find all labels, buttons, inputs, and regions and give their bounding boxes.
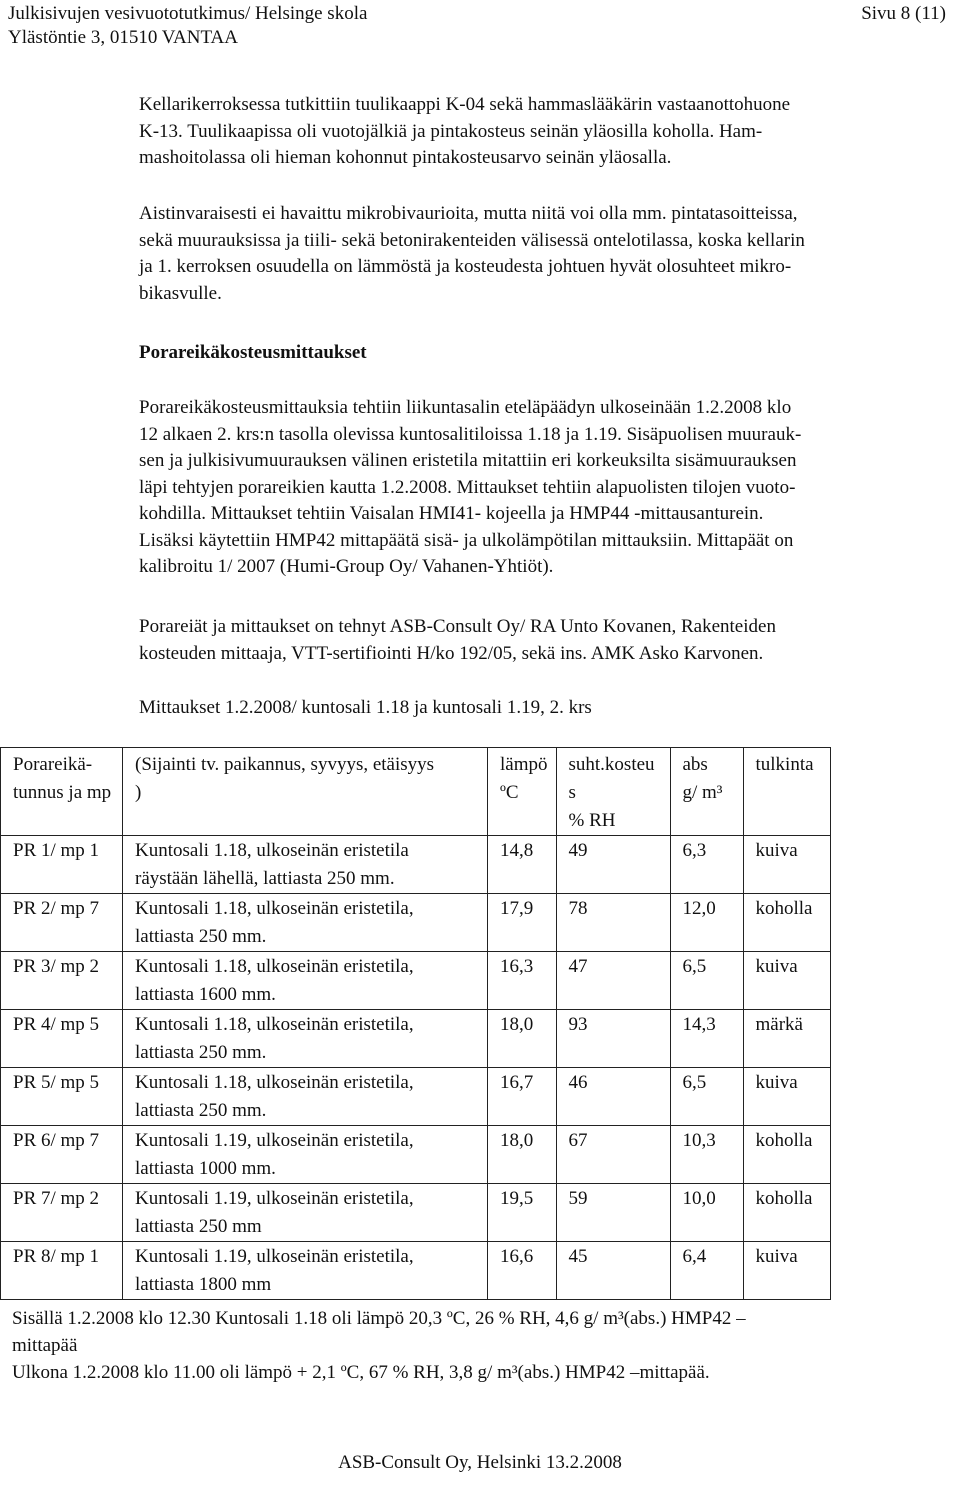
cell-interpretation xyxy=(743,1010,830,1068)
table-row xyxy=(1,1010,831,1068)
cell-text-abs: 12,0 xyxy=(682,898,716,919)
cell-location xyxy=(123,1184,488,1242)
text-line: mashoitolassa oli hieman kohonnut pintakosteusarvo seinän yläosalla. xyxy=(139,147,672,168)
text-line: Lisäksi käytettiin HMP42 mittapäätä sisä- ja ulkolämpötilan mittauksiin. Mittapäät on xyxy=(139,529,794,551)
cell-text-abs: 10,0 xyxy=(682,1188,716,1209)
cell-interpretation xyxy=(743,1126,830,1184)
cell-text-loc1: Kuntosali 1.19, ulkoseinän eristetila, xyxy=(135,1130,414,1151)
cell-interpretation xyxy=(743,1242,830,1300)
table-row xyxy=(1,952,831,1010)
cell-temperature xyxy=(488,1184,557,1242)
cell-text-rh: 49 xyxy=(568,840,588,861)
cell-text-result: kuiva xyxy=(755,956,798,977)
cell-temperature xyxy=(488,836,557,894)
cell-text-temp: 18,0 xyxy=(500,1130,534,1151)
cell-location xyxy=(123,952,488,1010)
cell-text-result: koholla xyxy=(755,1188,813,1209)
cell-interpretation xyxy=(743,1068,830,1126)
cell-text-temp: 16,6 xyxy=(500,1246,534,1267)
cell-text-result: kuiva xyxy=(755,840,798,861)
cell-location xyxy=(123,1242,488,1300)
cell-text-loc1: Kuntosali 1.18, ulkoseinän eristetila, xyxy=(135,1072,414,1093)
cell-location xyxy=(123,1068,488,1126)
cell-text-loc2: lattiasta 250 mm. xyxy=(135,926,267,947)
cell-location xyxy=(123,1126,488,1184)
cell-text-loc2: räystään lähellä, lattiasta 250 mm. xyxy=(135,868,395,889)
report-title: Julkisivujen vesivuototutkimus/ Helsinge skola xyxy=(8,3,368,24)
cell-text-id: PR 1/ mp 1 xyxy=(13,840,100,861)
observation-paragraph xyxy=(139,201,931,307)
text-line: sen ja julkisivumuurauksen välinen eristetila mitattiin eri korkeuksilta sisämuurauksen xyxy=(139,450,797,471)
cell-relative-humidity xyxy=(556,952,670,1010)
cell-id xyxy=(1,952,123,1010)
cell-text-temp: 14,8 xyxy=(500,840,534,861)
cell-text-result: märkä xyxy=(755,1014,803,1035)
table-header-row xyxy=(1,748,831,836)
site-address: Ylästöntie 3, 01510 VANTAA xyxy=(8,27,238,48)
cell-interpretation xyxy=(743,1184,830,1242)
cell-text-loc1: Kuntosali 1.19, ulkoseinän eristetila, xyxy=(135,1188,414,1209)
page-header xyxy=(8,2,367,50)
cell-text-loc2: lattiasta 250 mm xyxy=(135,1216,262,1237)
cell-id xyxy=(1,1126,123,1184)
cell-relative-humidity xyxy=(556,1242,670,1300)
text-line: sekä muurauksissa ja tiili- sekä betonirakenteiden välisessä ontelotilassa, koska kellarin xyxy=(139,229,805,251)
text-line: K-13. Tuulikaapissa oli vuotojälkiä ja pintakosteus seinän yläosilla koholla. Ham- xyxy=(139,120,763,142)
cell-absolute-humidity xyxy=(670,1010,743,1068)
cell-text-temp: 17,9 xyxy=(500,898,534,919)
table-row xyxy=(1,1126,831,1184)
header-location: (Sijainti tv. paikannus, syvyys, etäisyys ) xyxy=(123,748,488,836)
text-line: läpi tehtyjen porareikien kautta 1.2.2008. Mittaukset tehtiin alapuolisten tilojen vuoto- xyxy=(139,476,796,498)
table-row xyxy=(1,1242,831,1300)
page-number: Sivu 8 (11) xyxy=(861,3,946,24)
conditions-notes xyxy=(12,1305,942,1386)
cell-interpretation xyxy=(743,836,830,894)
header-relative-humidity: suht.kosteu s % RH xyxy=(556,748,670,836)
cell-location xyxy=(123,1010,488,1068)
cell-location xyxy=(123,836,488,894)
cell-text-rh: 47 xyxy=(568,956,588,977)
cell-id xyxy=(1,836,123,894)
intro-paragraph xyxy=(139,92,931,172)
cell-temperature xyxy=(488,1126,557,1184)
cell-id xyxy=(1,1184,123,1242)
table-caption: Mittaukset 1.2.2008/ kuntosali 1.18 ja kuntosali 1.19, 2. krs xyxy=(139,697,592,718)
text-line: Kellarikerroksessa tutkittiin tuulikaappi K-04 sekä hammaslääkärin vastaanottohuone xyxy=(139,94,791,115)
cell-text-result: kuiva xyxy=(755,1246,798,1267)
cell-text-abs: 6,4 xyxy=(682,1246,707,1267)
cell-absolute-humidity xyxy=(670,1242,743,1300)
section-heading: Porareikäkosteusmittaukset xyxy=(139,342,367,363)
cell-text-result: koholla xyxy=(755,1130,813,1151)
cell-text-loc2: lattiasta 250 mm. xyxy=(135,1042,267,1063)
text-line: kalibroitu 1/ 2007 (Humi-Group Oy/ Vahanen-Yhtiöt). xyxy=(139,556,554,577)
cell-text-abs: 6,5 xyxy=(682,1072,707,1093)
cell-text-temp: 18,0 xyxy=(500,1014,534,1035)
text-line: kohdilla. Mittaukset tehtiin Vaisalan HMI41- kojeella ja HMP44 -mittausanturein. xyxy=(139,503,764,524)
text-line: ja 1. kerroksen osuudella on lämmöstä ja kosteudesta johtuen hyvät olosuhteet mikro- xyxy=(139,256,792,277)
cell-text-loc1: Kuntosali 1.18, ulkoseinän eristetila, xyxy=(135,1014,414,1035)
contractor-paragraph xyxy=(139,614,931,667)
cell-text-id: PR 4/ mp 5 xyxy=(13,1014,100,1035)
cell-text-result: koholla xyxy=(755,898,813,919)
cell-text-abs: 6,3 xyxy=(682,840,707,861)
cell-text-id: PR 8/ mp 1 xyxy=(13,1246,100,1267)
cell-temperature xyxy=(488,952,557,1010)
cell-text-temp: 16,3 xyxy=(500,956,534,977)
cell-absolute-humidity xyxy=(670,952,743,1010)
cell-text-rh: 46 xyxy=(568,1072,588,1093)
cell-relative-humidity xyxy=(556,1184,670,1242)
cell-text-loc2: lattiasta 1800 mm xyxy=(135,1274,272,1295)
cell-text-loc1: Kuntosali 1.18, ulkoseinän eristetila xyxy=(135,840,409,861)
cell-text-temp: 19,5 xyxy=(500,1188,534,1209)
text-line: Sisällä 1.2.2008 klo 12.30 Kuntosali 1.18 oli lämpö 20,3 ºC, 26 % RH, 4,6 g/ m³(abs.) HMP42 – xyxy=(12,1308,746,1329)
cell-temperature xyxy=(488,894,557,952)
cell-relative-humidity xyxy=(556,836,670,894)
text-line: mittapää xyxy=(12,1335,78,1356)
cell-absolute-humidity xyxy=(670,1126,743,1184)
cell-text-loc1: Kuntosali 1.18, ulkoseinän eristetila, xyxy=(135,956,414,977)
page-footer: ASB-Consult Oy, Helsinki 13.2.2008 xyxy=(338,1452,622,1473)
cell-text-abs: 6,5 xyxy=(682,956,707,977)
cell-text-rh: 78 xyxy=(568,898,588,919)
cell-text-result: kuiva xyxy=(755,1072,798,1093)
table-row xyxy=(1,1184,831,1242)
cell-temperature xyxy=(488,1068,557,1126)
header-temperature: lämpö ºC xyxy=(488,748,557,836)
cell-id xyxy=(1,894,123,952)
header-absolute-humidity: abs g/ m³ xyxy=(670,748,743,836)
cell-text-id: PR 5/ mp 5 xyxy=(13,1072,100,1093)
cell-interpretation xyxy=(743,952,830,1010)
header-interpretation: tulkinta xyxy=(743,748,830,836)
cell-text-loc1: Kuntosali 1.18, ulkoseinän eristetila, xyxy=(135,898,414,919)
header-id: Porareikä- tunnus ja mp xyxy=(1,748,123,836)
cell-text-id: PR 7/ mp 2 xyxy=(13,1188,100,1209)
cell-relative-humidity xyxy=(556,894,670,952)
cell-relative-humidity xyxy=(556,1126,670,1184)
cell-text-abs: 14,3 xyxy=(682,1014,716,1035)
text-line: Porareikäkosteusmittauksia tehtiin liikuntasalin eteläpäädyn ulkoseinään 1.2.2008 klo xyxy=(139,397,792,418)
text-line: kosteuden mittaaja, VTT-sertifiointi H/ko 192/05, sekä ins. AMK Asko Karvonen. xyxy=(139,642,764,664)
cell-interpretation xyxy=(743,894,830,952)
cell-text-rh: 67 xyxy=(568,1130,588,1151)
cell-text-id: PR 6/ mp 7 xyxy=(13,1130,100,1151)
method-paragraph xyxy=(139,395,931,581)
text-line: 12 alkaen 2. krs:n tasolla olevissa kuntosalitiloissa 1.18 ja 1.19. Sisäpuolisen muurauk- xyxy=(139,423,802,445)
cell-text-loc1: Kuntosali 1.19, ulkoseinän eristetila, xyxy=(135,1246,414,1267)
text-line: Aistinvaraisesti ei havaittu mikrobivaurioita, mutta niitä voi olla mm. pintatasoitteissa, xyxy=(139,203,798,224)
cell-absolute-humidity xyxy=(670,1184,743,1242)
cell-id xyxy=(1,1068,123,1126)
cell-text-temp: 16,7 xyxy=(500,1072,534,1093)
table-row xyxy=(1,836,831,894)
cell-text-rh: 45 xyxy=(568,1246,588,1267)
cell-absolute-humidity xyxy=(670,836,743,894)
cell-text-loc2: lattiasta 1600 mm. xyxy=(135,984,276,1005)
cell-location xyxy=(123,894,488,952)
cell-text-id: PR 2/ mp 7 xyxy=(13,898,100,919)
cell-relative-humidity xyxy=(556,1010,670,1068)
cell-id xyxy=(1,1242,123,1300)
cell-relative-humidity xyxy=(556,1068,670,1126)
cell-temperature xyxy=(488,1010,557,1068)
table-row xyxy=(1,1068,831,1126)
text-line: Ulkona 1.2.2008 klo 11.00 oli lämpö + 2,1 ºC, 67 % RH, 3,8 g/ m³(abs.) HMP42 –mittapää. xyxy=(12,1362,710,1383)
text-line: bikasvulle. xyxy=(139,282,222,304)
cell-text-rh: 59 xyxy=(568,1188,588,1209)
cell-text-loc2: lattiasta 250 mm. xyxy=(135,1100,267,1121)
cell-absolute-humidity xyxy=(670,894,743,952)
cell-absolute-humidity xyxy=(670,1068,743,1126)
cell-text-id: PR 3/ mp 2 xyxy=(13,956,100,977)
cell-text-loc2: lattiasta 1000 mm. xyxy=(135,1158,276,1179)
cell-text-rh: 93 xyxy=(568,1014,588,1035)
cell-id xyxy=(1,1010,123,1068)
measurement-table xyxy=(0,747,831,1300)
cell-temperature xyxy=(488,1242,557,1300)
cell-text-abs: 10,3 xyxy=(682,1130,716,1151)
table-row xyxy=(1,894,831,952)
text-line: Porareiät ja mittaukset on tehnyt ASB-Consult Oy/ RA Unto Kovanen, Rakenteiden xyxy=(139,616,776,637)
